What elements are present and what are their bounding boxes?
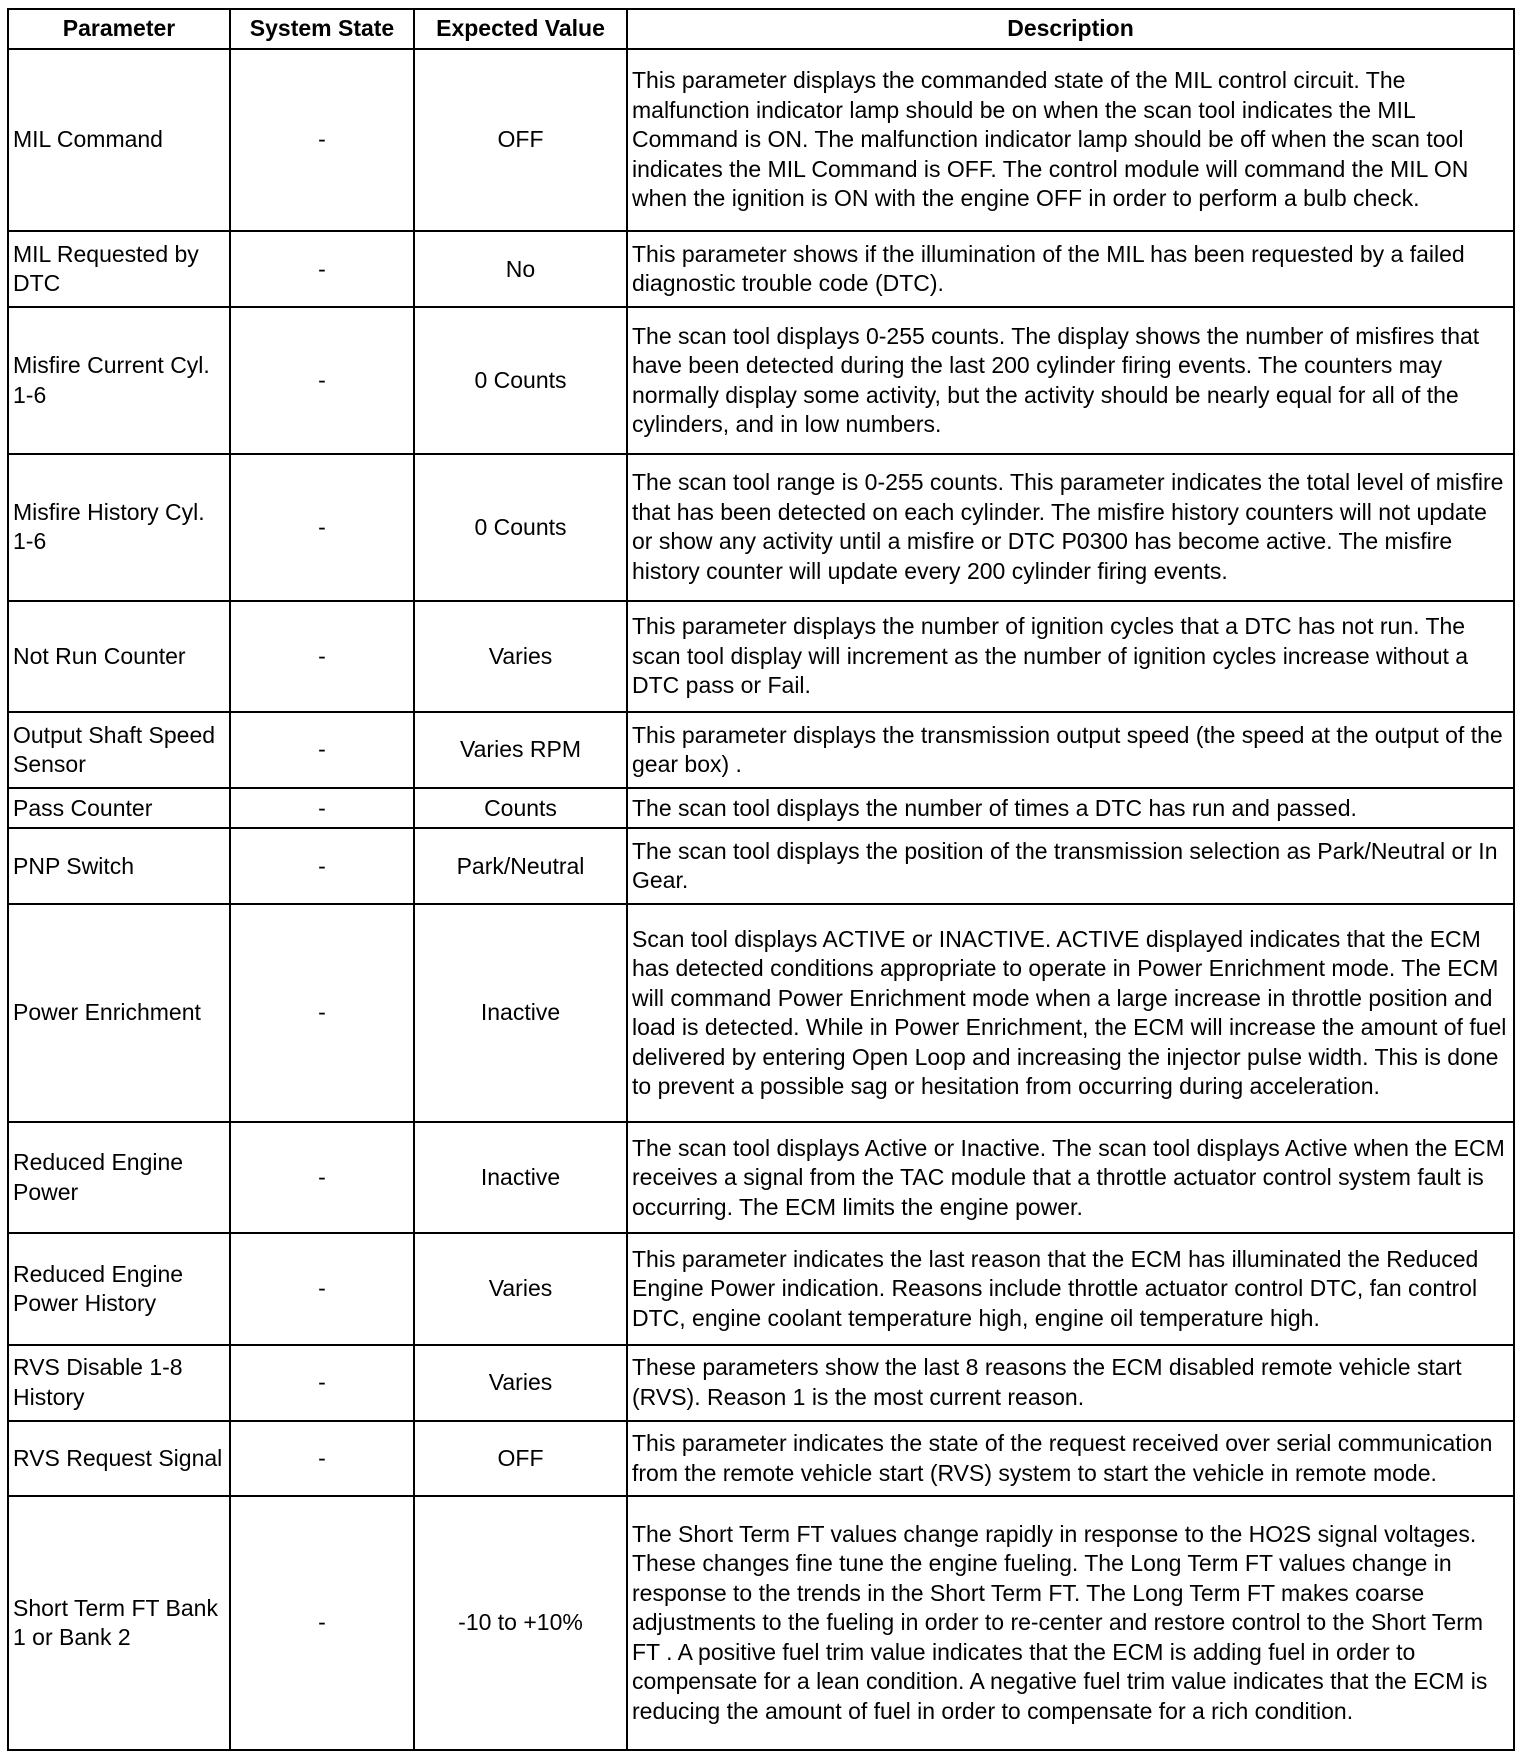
system-state-cell: - [230,1496,414,1750]
description-cell: This parameter displays the commanded state of the MIL control circuit. The malfunction indicator lamp should be on when the scan tool indicates the MIL Command is ON. The malfunction indicator lamp should be off when the scan tool indicates the MIL Command is OFF. The control module will command the MIL ON when the ignition is ON with the engine OFF in order to perform a bulb check. [627,49,1514,231]
description-cell: Scan tool displays ACTIVE or INACTIVE. ACTIVE displayed indicates that the ECM has detected conditions appropriate to operate in Power Enrichment mode. The ECM will command Power Enrichment mode when a large increase in throttle position and load is detected. While in Power Enrichment, the ECM will increase the amount of fuel delivered by entering Open Loop and increasing the injector pulse width. This is done to prevent a possible sag or hesitation from occurring during acceleration. [627,904,1514,1122]
expected-value-cell: Varies [414,1233,627,1344]
system-state-cell: - [230,231,414,307]
expected-value-cell: Inactive [414,904,627,1122]
description-cell: The scan tool displays 0-255 counts. The display shows the number of misfires that have been detected during the last 200 cylinder firing events. The counters may normally display some activity, but the activity should be nearly equal for all of the cylinders, and in low numbers. [627,307,1514,454]
header-expected-value: Expected Value [414,9,627,49]
table-row [8,1421,1514,1497]
expected-value-cell: OFF [414,49,627,231]
parameter-cell: PNP Switch [8,828,230,904]
system-state-cell: - [230,828,414,904]
table-row [8,49,1514,231]
expected-value-cell: 0 Counts [414,454,627,601]
table-row [8,454,1514,601]
parameter-cell: RVS Request Signal [8,1421,230,1497]
expected-value-cell: Park/Neutral [414,828,627,904]
table-row [8,788,1514,828]
expected-value-cell: 0 Counts [414,307,627,454]
table-row [8,601,1514,712]
description-cell: This parameter indicates the last reason that the ECM has illuminated the Reduced Engine Power indication. Reasons include throttle actuator control DTC, fan control DTC, engine coolant temperature high, engine oil temperature high. [627,1233,1514,1344]
expected-value-cell: Counts [414,788,627,828]
parameter-table [7,8,1515,1751]
expected-value-cell: Varies [414,601,627,712]
system-state-cell: - [230,1233,414,1344]
table-row [8,1233,1514,1344]
description-cell: The scan tool displays Active or Inactive. The scan tool displays Active when the ECM receives a signal from the TAC module that a throttle actuator control system fault is occurring. The ECM limits the engine power. [627,1122,1514,1233]
expected-value-cell: No [414,231,627,307]
parameter-cell: Output Shaft Speed Sensor [8,712,230,788]
parameter-cell: Misfire Current Cyl. 1-6 [8,307,230,454]
table-row [8,1345,1514,1421]
system-state-cell: - [230,307,414,454]
table-row [8,712,1514,788]
description-cell: This parameter displays the transmission output speed (the speed at the output of the gear box) . [627,712,1514,788]
parameter-cell: MIL Command [8,49,230,231]
parameter-cell: Pass Counter [8,788,230,828]
table-row [8,307,1514,454]
table-row [8,231,1514,307]
system-state-cell: - [230,1122,414,1233]
expected-value-cell: Inactive [414,1122,627,1233]
expected-value-cell: -10 to +10% [414,1496,627,1750]
system-state-cell: - [230,601,414,712]
table-row [8,904,1514,1122]
description-cell: The scan tool displays the position of the transmission selection as Park/Neutral or In Gear. [627,828,1514,904]
expected-value-cell: Varies [414,1345,627,1421]
system-state-cell: - [230,1345,414,1421]
table-row [8,1496,1514,1750]
expected-value-cell: Varies RPM [414,712,627,788]
parameter-cell: Short Term FT Bank 1 or Bank 2 [8,1496,230,1750]
parameter-cell: Power Enrichment [8,904,230,1122]
parameter-cell: Reduced Engine Power History [8,1233,230,1344]
description-cell: The Short Term FT values change rapidly in response to the HO2S signal voltages. These changes fine tune the engine fueling. The Long Term FT values change in response to the trends in the Short Term FT. The Long Term FT makes coarse adjustments to the fueling in order to re-center and restore control to the Short Term FT . A positive fuel trim value indicates that the ECM is adding fuel in order to compensate for a lean condition. A negative fuel trim value indicates that the ECM is reducing the amount of fuel in order to compensate for a rich condition. [627,1496,1514,1750]
system-state-cell: - [230,904,414,1122]
parameter-cell: MIL Requested by DTC [8,231,230,307]
system-state-cell: - [230,1421,414,1497]
parameter-cell: RVS Disable 1-8 History [8,1345,230,1421]
description-cell: This parameter indicates the state of the request received over serial communication from the remote vehicle start (RVS) system to start the vehicle in remote mode. [627,1421,1514,1497]
system-state-cell: - [230,788,414,828]
header-system-state: System State [230,9,414,49]
header-row [8,9,1514,49]
description-cell: This parameter displays the number of ignition cycles that a DTC has not run. The scan tool display will increment as the number of ignition cycles increase without a DTC pass or Fail. [627,601,1514,712]
description-cell: These parameters show the last 8 reasons the ECM disabled remote vehicle start (RVS). Reason 1 is the most current reason. [627,1345,1514,1421]
system-state-cell: - [230,712,414,788]
system-state-cell: - [230,49,414,231]
header-parameter: Parameter [8,9,230,49]
table-row [8,828,1514,904]
parameter-cell: Reduced Engine Power [8,1122,230,1233]
description-cell: The scan tool range is 0-255 counts. This parameter indicates the total level of misfire that has been detected on each cylinder. The misfire history counters will not update or show any activity until a misfire or DTC P0300 has become active. The misfire history counter will update every 200 cylinder firing events. [627,454,1514,601]
description-cell: The scan tool displays the number of times a DTC has run and passed. [627,788,1514,828]
header-description: Description [627,9,1514,49]
parameter-cell: Misfire History Cyl. 1-6 [8,454,230,601]
expected-value-cell: OFF [414,1421,627,1497]
system-state-cell: - [230,454,414,601]
description-cell: This parameter shows if the illumination of the MIL has been requested by a failed diagnostic trouble code (DTC). [627,231,1514,307]
parameter-cell: Not Run Counter [8,601,230,712]
table-row [8,1122,1514,1233]
